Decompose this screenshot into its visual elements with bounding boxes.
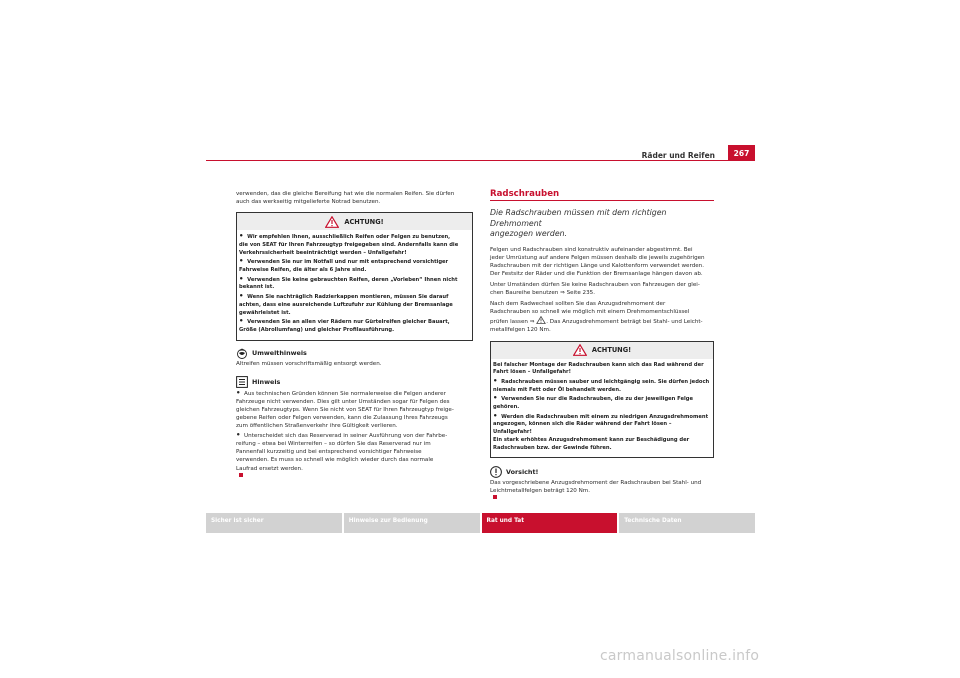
environment-heading	[236, 347, 473, 359]
warning-header	[491, 342, 713, 359]
caution-icon	[490, 466, 502, 478]
warning-title: ACHTUNG!	[344, 217, 384, 226]
bullet-icon: •	[236, 431, 241, 440]
text-line: verwenden. Es muss so schnell wie möglich wieder durch das normale	[236, 457, 434, 464]
text-line: Verwenden Sie keine gebrauchten Reifen, deren „Vorleben“ Ihnen nicht	[247, 276, 458, 283]
warning-box	[490, 341, 714, 459]
header-rule	[206, 160, 755, 161]
warning-title: ACHTUNG!	[591, 345, 632, 354]
text-line: Ein stark erhöhtes Anzugsdrehmoment kann zur Beschädigung der	[493, 436, 690, 443]
note-heading	[236, 376, 473, 388]
text-line: bekannt ist.	[239, 284, 275, 291]
caution-title: Vorsicht!	[506, 468, 539, 477]
text-line: Felgen und Radschrauben sind konstruktiv aufeinander abgestimmt. Bei	[490, 246, 693, 253]
page-number: 267	[728, 145, 755, 161]
text-line: Die Radschrauben müssen mit dem richtigen Drehmoment	[490, 208, 667, 228]
text-line: Unterscheidet sich das Reserverad in seiner Ausführung von der Fahrbe-	[244, 433, 448, 440]
bullet-icon: •	[239, 317, 244, 326]
footer-nav	[206, 513, 755, 533]
text-line: auch das werkseitig mitgelieferte Notrad benutzen.	[236, 199, 381, 206]
text-line: zum öffentlichen Straßenverkehr ihre Gültigkeit verlieren.	[236, 423, 398, 430]
warning-item	[239, 233, 470, 257]
section-subtitle	[490, 208, 714, 240]
caution-heading	[490, 466, 714, 478]
text-line: Werden die Radschrauben mit einem zu niedrigen Anzugsdrehmoment	[501, 413, 709, 420]
section-title: Radschrauben	[490, 190, 714, 201]
warning-item	[493, 413, 711, 453]
text-line: Wir empfehlen Ihnen, ausschließlich Reifen oder Felgen zu benutzen,	[247, 234, 451, 241]
text-line: Nach dem Radwechsel sollten Sie das Anzugsdrehmoment der	[490, 301, 666, 308]
footer-tab-operation[interactable]: Hinweise zur Bedienung	[344, 513, 480, 533]
warning-item	[493, 362, 711, 377]
bullet-icon: •	[493, 376, 498, 385]
footer-tab-safety[interactable]: Sicher ist sicher	[206, 513, 342, 533]
environment-text: Altreifen müssen vorschriftsmäßig entsorgt werden.	[236, 360, 382, 367]
page-reference-link[interactable]: chen Baureihe benutzen ⇒ Seite 235.	[490, 290, 595, 297]
warning-item	[239, 258, 470, 274]
text-line: Fahrzeuge nicht verwenden. Dies gilt unter Umständen sogar für Felgen des	[236, 398, 450, 405]
text-line: gebene Reifen oder Felgen verwenden, kann die Zulassung Ihres Fahrzeugs	[236, 415, 448, 421]
note-item	[236, 389, 473, 430]
text-line: gehören.	[493, 404, 520, 411]
bullet-icon: •	[239, 292, 244, 301]
bullet-icon: •	[239, 257, 244, 266]
warning-item	[239, 318, 470, 334]
warning-box	[236, 212, 473, 340]
warning-body	[491, 359, 713, 458]
warning-triangle-icon	[573, 344, 587, 356]
paragraph	[490, 281, 714, 297]
text-line: Unter Umständen dürfen Sie keine Radschrauben von Fahrzeugen der glei-	[490, 281, 700, 288]
page-header-title: Räder und Reifen	[641, 151, 715, 160]
watermark: carmanualsonline.info	[600, 648, 760, 664]
environment-icon	[236, 347, 248, 359]
text-line: metallfelgen 120 Nm.	[490, 327, 551, 334]
text-line: Verwenden Sie nur die Radschrauben, die zu der jeweiligen Felge	[501, 396, 694, 403]
text-line: niemals mit Fett oder Öl behandelt werden.	[493, 386, 621, 393]
bullet-icon: •	[493, 411, 498, 420]
text-line: Leichtmetallfelgen beträgt 120 Nm.	[490, 488, 591, 495]
text-line: Das vorgeschriebene Anzugsdrehmoment der Radschrauben bei Stahl- und	[490, 480, 702, 487]
text-line: jeder Umrüstung auf andere Felgen müssen deshalb die jeweils zugehörigen	[490, 254, 705, 261]
paragraph	[490, 300, 714, 334]
text-line: reifung – etwa bei Winterreifen – so dürfen Sie das Reserverad nur im	[236, 441, 431, 448]
end-marker-icon	[493, 495, 497, 499]
text-line: Verkehrssicherheit beeinträchtigt werden – Unfallgefahr!	[239, 249, 407, 256]
text-line: gleichen Fahrzeugtyps. Wenn Sie nicht von SEAT für Ihren Fahrzeugtyp freige-	[236, 406, 454, 413]
text-line: Verwenden Sie an allen vier Rädern nur Gürtelreifen gleicher Bauart,	[247, 319, 450, 326]
footer-tab-advice[interactable]: Rat und Tat	[482, 513, 618, 533]
warning-header	[237, 213, 472, 230]
warning-item	[493, 395, 711, 411]
text-line: gewährleistet ist.	[239, 309, 291, 316]
text-line: Fahrt lösen – Unfallgefahr!	[493, 369, 571, 376]
text-line: Aus technischen Gründen können Sie normalerweise die Felgen anderer	[244, 390, 446, 397]
note-icon	[236, 376, 248, 388]
text-line: achten, dass eine ausreichende Luftzufuhr zur Kühlung der Bremsanlage	[239, 301, 453, 308]
warning-item	[239, 293, 470, 317]
note-title: Hinweis	[252, 377, 281, 386]
bullet-icon: •	[239, 274, 244, 283]
warning-triangle-icon	[536, 316, 546, 324]
warning-body	[237, 230, 472, 339]
footer-tab-technical[interactable]: Technische Daten	[619, 513, 755, 533]
environment-title: Umwelthinweis	[252, 348, 307, 357]
text-line: Der Festsitz der Räder und die Funktion der Bremsanlage hängen davon ab.	[490, 270, 703, 277]
text-line: angezogen, können sich die Räder während der Fahrt lösen – Unfallgefahr!	[493, 421, 672, 436]
text-line: prüfen lassen ⇒	[490, 319, 535, 326]
bullet-icon: •	[239, 232, 244, 241]
text-line: . Das Anzugsdrehmoment beträgt bei Stahl- und Leicht-	[546, 319, 703, 326]
text-line: Verwenden Sie nur im Notfall und nur mit entsprechend vorsichtiger	[247, 259, 449, 266]
text-line: Radschrauben bzw. der Gewinde führen.	[493, 444, 612, 451]
text-line: Pannenfall kurzzeitig und bei entsprechend vorsichtiger Fahrweise	[236, 449, 422, 456]
text-line: angezogen werden.	[490, 229, 568, 239]
warning-item	[493, 378, 711, 394]
bullet-icon: •	[236, 388, 241, 397]
bullet-icon: •	[493, 394, 498, 403]
paragraph	[490, 246, 714, 278]
left-column	[236, 190, 473, 478]
warning-triangle-icon	[325, 216, 339, 228]
text-line: Laufrad ersetzt werden.	[236, 465, 303, 472]
text-line: Fahrweise Reifen, die älter als 6 Jahre sind.	[239, 267, 367, 273]
right-column	[490, 190, 714, 502]
end-marker-icon	[239, 473, 243, 477]
text-line: Bei falscher Montage der Radschrauben kann sich das Rad während der	[493, 361, 704, 368]
warning-item	[239, 276, 470, 292]
caution-text	[490, 479, 714, 499]
text-line: Größe (Abrollumfang) und gleicher Profilausführung.	[239, 326, 395, 333]
text-line: Radschrauben mit der richtigen Länge und Kalottenform verwendet werden.	[490, 262, 705, 269]
text-line: verwenden, das die gleiche Bereifung hat wie die normalen Reifen. Sie dürfen	[236, 191, 455, 197]
text-line: Radschrauben so schnell wie möglich mit einem Drehmomentschlüssel	[490, 309, 690, 316]
text-line: Radschrauben müssen sauber und leichtgängig sein. Sie dürfen jedoch	[501, 378, 710, 385]
text-line: die von SEAT für Ihren Fahrzeugtyp freigegeben sind. Andernfalls kann die	[239, 241, 459, 248]
text-line: Wenn Sie nachträglich Radzierkappen montieren, müssen Sie darauf	[247, 294, 449, 301]
note-item	[236, 431, 473, 476]
intro-paragraph	[236, 190, 473, 206]
